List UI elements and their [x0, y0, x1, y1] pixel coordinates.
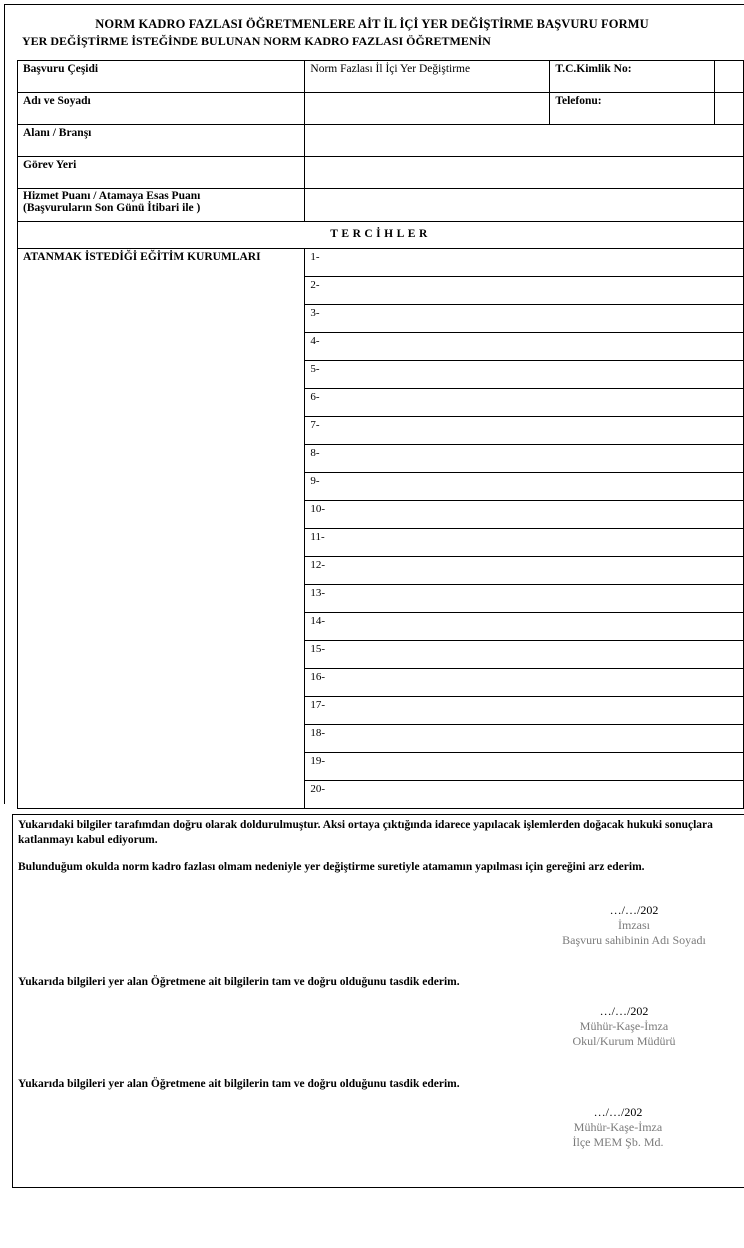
- ad-soyad-field[interactable]: [305, 93, 550, 125]
- school-approval-block: [524, 1004, 724, 1049]
- preference-field[interactable]: 13-: [305, 585, 744, 613]
- district-approval-block: [518, 1105, 718, 1150]
- district-director-label: İlçe MEM Şb. Md.: [572, 1135, 664, 1149]
- school-director-label: Okul/Kurum Müdürü: [572, 1034, 676, 1048]
- preference-field[interactable]: 16-: [305, 669, 744, 697]
- gorev-yeri-field[interactable]: [305, 157, 744, 189]
- hizmet-puani-label-line1: Hizmet Puanı / Atamaya Esas Puanı: [23, 190, 201, 202]
- alan-brans-field[interactable]: [305, 125, 744, 157]
- section-heading: YER DEĞİŞTİRME İSTEĞİNDE BULUNAN NORM KADRO FAZLASI ÖĞRETMENİN: [22, 34, 491, 48]
- preference-field[interactable]: 6-: [305, 389, 744, 417]
- ad-soyad-label: Adı ve Soyadı: [18, 93, 305, 125]
- applicant-signature-label: İmzası: [618, 918, 650, 932]
- preference-field[interactable]: 9-: [305, 473, 744, 501]
- preference-field[interactable]: 11-: [305, 529, 744, 557]
- declaration-paragraph-2: Bulunduğum okulda norm kadro fazlası olmam nedeniyle yer değiştirme suretiyle atamamın yapılması için gereğini arz ederim.: [18, 861, 645, 873]
- preference-field[interactable]: 8-: [305, 445, 744, 473]
- preference-field[interactable]: 19-: [305, 753, 744, 781]
- gorev-yeri-label: Görev Yeri: [18, 157, 305, 189]
- kurumlar-label: ATANMAK İSTEDİĞİ EĞİTİM KURUMLARI: [18, 249, 305, 809]
- preference-field[interactable]: 7-: [305, 417, 744, 445]
- applicant-date: …/…/202: [609, 903, 659, 917]
- declaration-paragraph-1: Yukarıdaki bilgiler tarafımdan doğru olarak doldurulmuştur. Aksi ortaya çıktığında idarece yapılacak işlemlerden doğacak hukuki sonuçlara katlanmayı kabul ediyorum.: [18, 819, 713, 846]
- applicant-name-label: Başvuru sahibinin Adı Soyadı: [562, 933, 706, 947]
- alan-brans-label: Alanı / Branşı: [18, 125, 305, 157]
- tercihler-heading: TERCİHLER: [18, 222, 744, 249]
- preference-field[interactable]: 12-: [305, 557, 744, 585]
- telefon-label: Telefonu:: [550, 93, 715, 125]
- preference-row: [18, 249, 744, 277]
- hizmet-puani-field[interactable]: [305, 189, 744, 222]
- preferences-body: [18, 249, 744, 809]
- preference-field[interactable]: 5-: [305, 361, 744, 389]
- school-approval-date: …/…/202: [599, 1004, 649, 1018]
- preference-field[interactable]: 3-: [305, 305, 744, 333]
- preference-field[interactable]: 2-: [305, 277, 744, 305]
- district-approval-date: …/…/202: [593, 1105, 643, 1119]
- preference-field[interactable]: 1-: [305, 249, 744, 277]
- preference-field[interactable]: 14-: [305, 613, 744, 641]
- telefon-field[interactable]: [715, 93, 744, 125]
- approval-2-text: Yukarıda bilgileri yer alan Öğretmene ait bilgilerin tam ve doğru olduğunu tasdik ederim.: [18, 1078, 460, 1090]
- preference-field[interactable]: 18-: [305, 725, 744, 753]
- tc-kimlik-label: T.C.Kimlik No:: [550, 61, 715, 93]
- preference-field[interactable]: 17-: [305, 697, 744, 725]
- application-form-table: [17, 60, 744, 809]
- basvuru-cesidi-value[interactable]: Norm Fazlası İl İçi Yer Değiştirme: [305, 61, 550, 93]
- school-stamp-label: Mühür-Kaşe-İmza: [579, 1019, 669, 1033]
- tc-kimlik-field[interactable]: [715, 61, 744, 93]
- applicant-signature-block: [534, 903, 734, 948]
- preference-field[interactable]: 10-: [305, 501, 744, 529]
- hizmet-puani-label-line2: (Başvuruların Son Günü İtibari ile ): [23, 202, 201, 214]
- form-title: NORM KADRO FAZLASI ÖĞRETMENLERE AİT İL İÇİ YER DEĞİŞTİRME BAŞVURU FORMU: [95, 17, 649, 31]
- preference-field[interactable]: 20-: [305, 781, 744, 809]
- approval-1-text: Yukarıda bilgileri yer alan Öğretmene ait bilgilerin tam ve doğru olduğunu tasdik ederim.: [18, 976, 460, 988]
- preference-field[interactable]: 4-: [305, 333, 744, 361]
- basvuru-cesidi-label: Başvuru Çeşidi: [18, 61, 305, 93]
- hizmet-puani-label: [18, 189, 305, 222]
- preference-field[interactable]: 15-: [305, 641, 744, 669]
- district-stamp-label: Mühür-Kaşe-İmza: [573, 1120, 663, 1134]
